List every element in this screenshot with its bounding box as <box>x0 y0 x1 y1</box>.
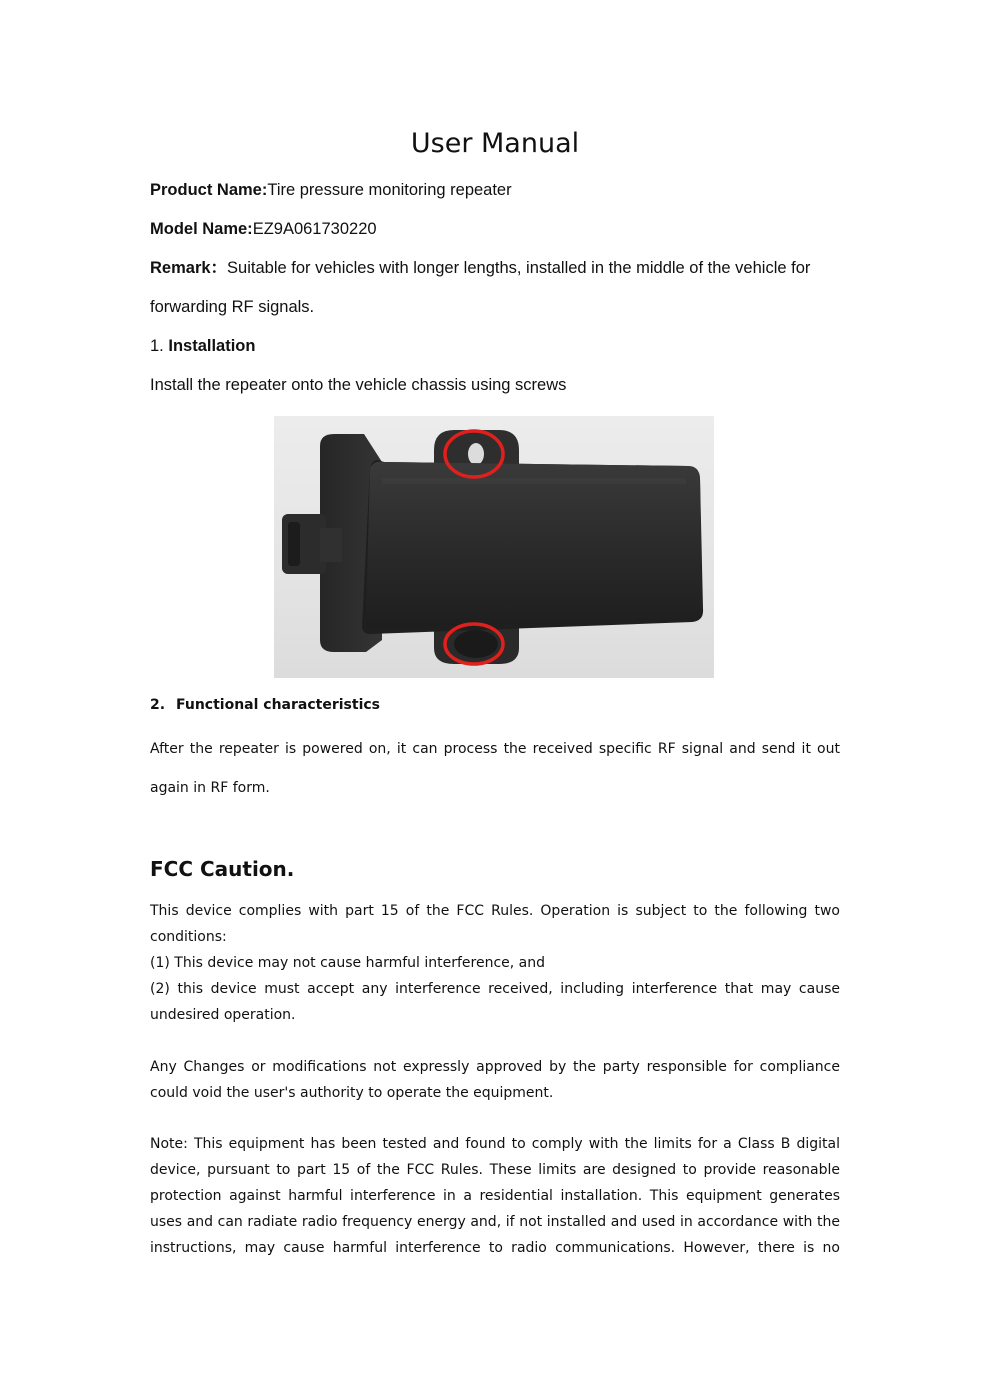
functional-text: After the repeater is powered on, it can process the received specific RF signal and send it out again in RF form. <box>150 741 840 796</box>
remark-text: Suitable for vehicles with longer lengths, installed in the middle of the vehicle for forwarding RF signals. <box>150 259 811 316</box>
remark-paragraph <box>150 249 840 327</box>
installation-text: Install the repeater onto the vehicle chassis using screws <box>150 376 567 394</box>
fcc-condition-2: (2) this device must accept any interference received, including interference that may cause undesired operation. <box>150 981 840 1023</box>
fcc-heading: FCC Caution. <box>150 857 295 881</box>
fcc-changes: Any Changes or modifications not expressly approved by the party responsible for compliance could void the user's authority to operate the equipment. <box>150 1059 840 1101</box>
fcc-conditions <box>150 898 840 1028</box>
functional-number: 2. <box>150 697 166 713</box>
installation-title: Installation <box>168 337 256 355</box>
repeater-device-illustration <box>274 416 714 678</box>
functional-heading <box>150 697 380 713</box>
page-title: User Manual <box>410 128 580 159</box>
housing-lid <box>366 462 702 628</box>
fcc-intro: This device complies with part 15 of the FCC Rules. Operation is subject to the following two conditions: <box>150 903 840 945</box>
installation-number: 1. <box>150 337 164 355</box>
fcc-condition-1: (1) This device may not cause harmful interference, and <box>150 955 546 971</box>
fcc-note: Note: This equipment has been tested and found to comply with the limits for a Class B digital device, pursuant to part 15 of the FCC Rules. These limits are designed to provide reasonable protection against harmful interference in a residential installation. This equipment generates uses and can radiate radio frequency energy and, if not installed and used in accordance with the instructions, may cause harmful interference to radio communications. However, there is no <box>150 1136 840 1256</box>
functional-title: Functional characteristics <box>176 697 381 713</box>
product-name-label: Product Name: <box>150 181 268 199</box>
model-name-value: EZ9A061730220 <box>252 220 377 238</box>
installation-heading <box>150 327 255 366</box>
top-screw-hole <box>468 443 484 465</box>
product-name-line <box>150 171 512 210</box>
model-name-line <box>150 210 377 249</box>
bottom-screw-hole <box>454 630 498 658</box>
repeater-photo <box>274 416 714 678</box>
product-name-value: Tire pressure monitoring repeater <box>267 181 512 199</box>
model-name-label: Model Name: <box>150 220 253 238</box>
remark-label: Remark： <box>150 259 228 277</box>
